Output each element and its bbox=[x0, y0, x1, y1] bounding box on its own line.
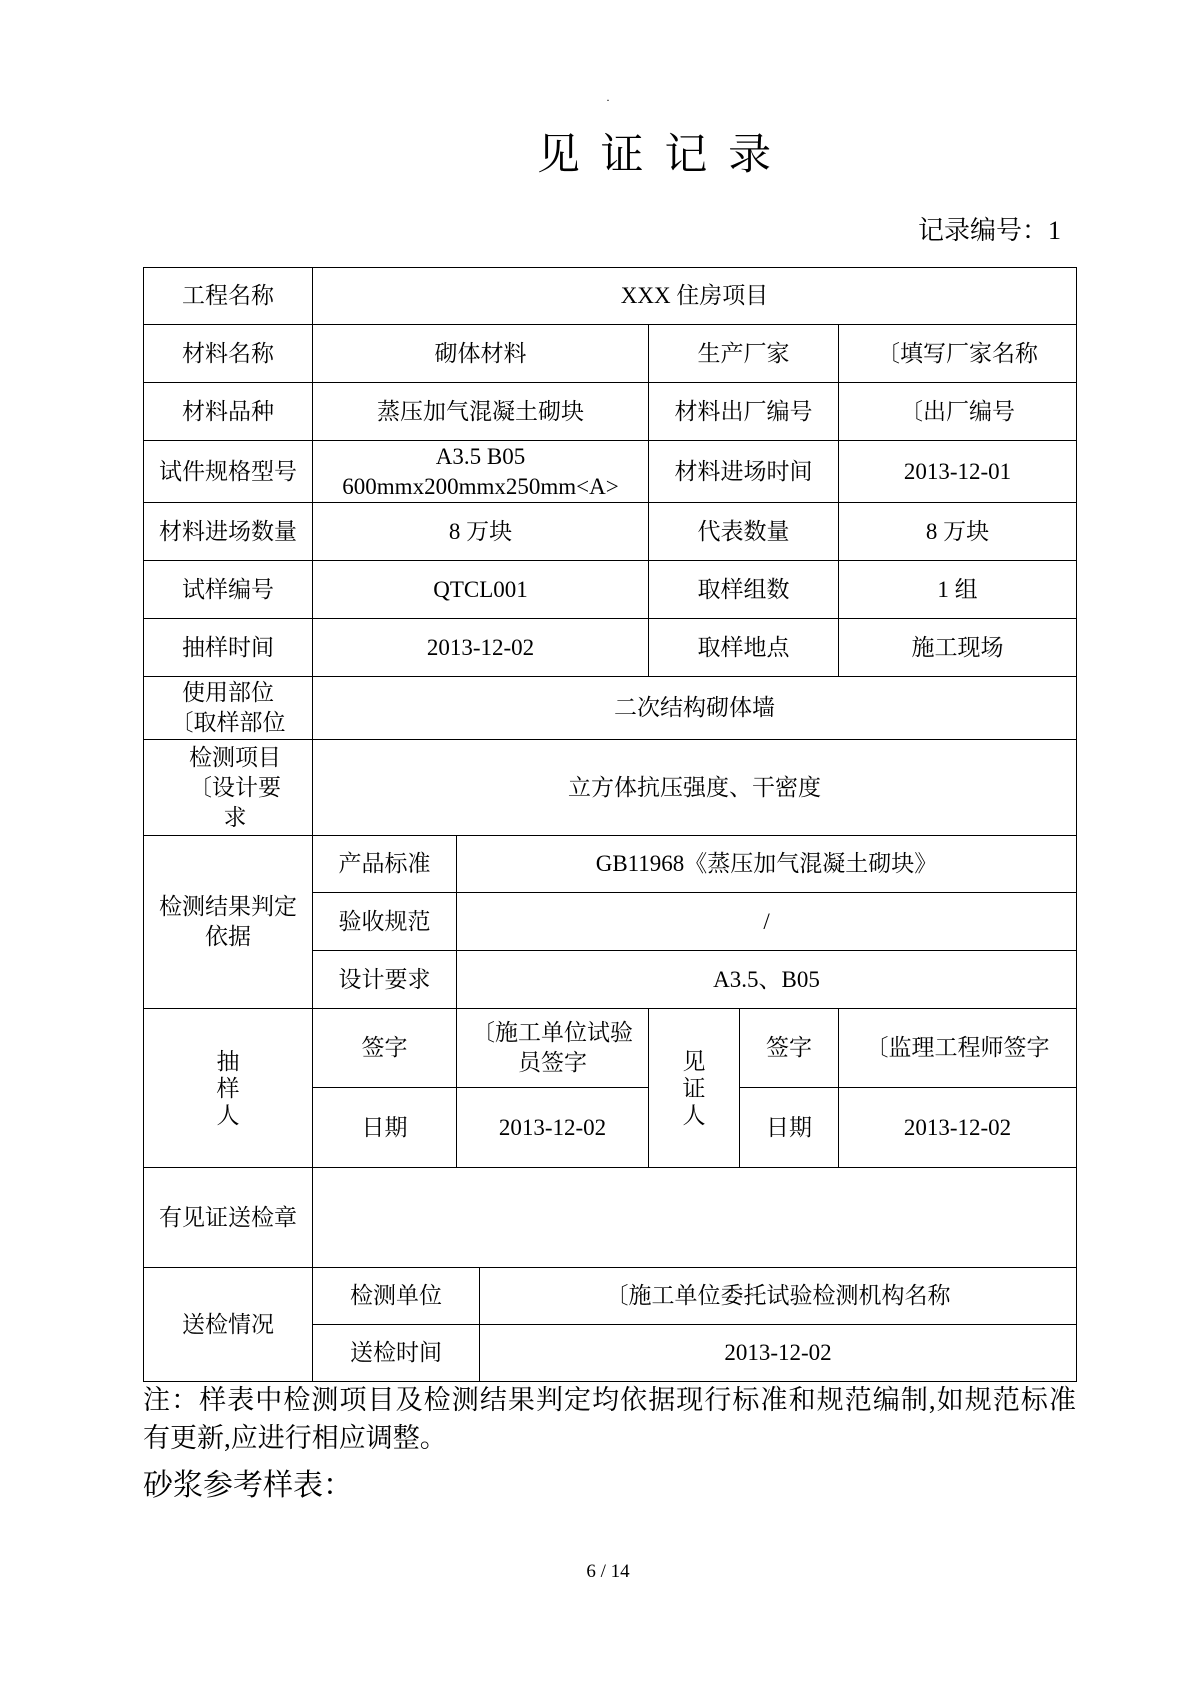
entry-quantity-value: 8 万块 bbox=[313, 503, 649, 561]
entry-time-value: 2013-12-01 bbox=[839, 441, 1077, 503]
page-title: 见 证 记 录 bbox=[536, 132, 772, 179]
project-name-value: XXX 住房项目 bbox=[313, 268, 1077, 325]
spec-model-label: 试件规格型号 bbox=[144, 441, 313, 503]
sampling-time-value: 2013-12-02 bbox=[313, 619, 649, 677]
sample-number-value: QTCL001 bbox=[313, 561, 649, 619]
test-items-label: 检测项目 〔设计要 求 bbox=[144, 740, 313, 836]
factory-number-label: 材料出厂编号 bbox=[649, 383, 839, 441]
design-requirement-value: A3.5、B05 bbox=[457, 951, 1077, 1009]
witness-seal-label: 有见证送检章 bbox=[144, 1168, 313, 1268]
sampler-date-label: 日期 bbox=[313, 1088, 457, 1168]
sampling-time-label: 抽样时间 bbox=[144, 619, 313, 677]
test-items-value: 立方体抗压强度、干密度 bbox=[313, 740, 1077, 836]
material-name-value: 砌体材料 bbox=[313, 325, 649, 383]
usage-location-value: 二次结构砌体墙 bbox=[313, 677, 1077, 740]
table-row bbox=[144, 268, 1077, 325]
spec-model-value: A3.5 B05 600mmx200mmx250mm<A> bbox=[313, 441, 649, 503]
sampler-date-value: 2013-12-02 bbox=[457, 1088, 649, 1168]
header-mark: . bbox=[606, 90, 610, 104]
submission-time-value: 2013-12-02 bbox=[480, 1325, 1077, 1382]
witness-sign-value: 〔监理工程师签字 bbox=[839, 1009, 1077, 1088]
usage-location-label: 使用部位 〔取样部位 bbox=[144, 677, 313, 740]
design-requirement-label: 设计要求 bbox=[313, 951, 457, 1009]
material-name-label: 材料名称 bbox=[144, 325, 313, 383]
witness-record-table bbox=[143, 267, 1077, 1382]
note-line: 有更新,应进行相应调整。 bbox=[143, 1423, 447, 1453]
table-row bbox=[144, 1268, 1077, 1325]
entry-quantity-label: 材料进场数量 bbox=[144, 503, 313, 561]
judgement-basis-label: 检测结果判定 依据 bbox=[144, 836, 313, 1009]
factory-number-value: 〔出厂编号 bbox=[839, 383, 1077, 441]
table-row bbox=[144, 740, 1077, 836]
table-row bbox=[144, 619, 1077, 677]
project-name-label: 工程名称 bbox=[144, 268, 313, 325]
table-row bbox=[144, 503, 1077, 561]
note-line: 注：样表中检测项目及检测结果判定均依据现行标准和规范编制,如规范标准 bbox=[143, 1385, 1076, 1415]
manufacturer-label: 生产厂家 bbox=[649, 325, 839, 383]
witness-label: 见 证 人 bbox=[649, 1009, 740, 1168]
submission-label: 送检情况 bbox=[144, 1268, 313, 1382]
witness-date-label: 日期 bbox=[740, 1088, 839, 1168]
table-row bbox=[144, 836, 1077, 893]
table-row bbox=[144, 1168, 1077, 1268]
representative-quantity-value: 8 万块 bbox=[839, 503, 1077, 561]
sampler-label: 抽 样 人 bbox=[144, 1009, 313, 1168]
sampling-location-label: 取样地点 bbox=[649, 619, 839, 677]
record-number bbox=[918, 214, 1061, 248]
table-row bbox=[144, 325, 1077, 383]
section-heading: 砂浆参考样表： bbox=[143, 1469, 353, 1502]
material-variety-label: 材料品种 bbox=[144, 383, 313, 441]
representative-quantity-label: 代表数量 bbox=[649, 503, 839, 561]
witness-date-value: 2013-12-02 bbox=[839, 1088, 1077, 1168]
acceptance-spec-label: 验收规范 bbox=[313, 893, 457, 951]
testing-unit-label: 检测单位 bbox=[313, 1268, 480, 1325]
record-number-value: 1 bbox=[1048, 216, 1061, 245]
sampler-sign-value: 〔施工单位试验 员签字 bbox=[457, 1009, 649, 1088]
table-row bbox=[144, 561, 1077, 619]
table-row bbox=[144, 383, 1077, 441]
sample-groups-label: 取样组数 bbox=[649, 561, 839, 619]
submission-time-label: 送检时间 bbox=[313, 1325, 480, 1382]
product-standard-value: GB11968《蒸压加气混凝土砌块》 bbox=[457, 836, 1077, 893]
note bbox=[143, 1381, 1076, 1457]
testing-unit-value: 〔施工单位委托试验检测机构名称 bbox=[480, 1268, 1077, 1325]
sampling-location-value: 施工现场 bbox=[839, 619, 1077, 677]
table-row bbox=[144, 1009, 1077, 1088]
witness-seal-area bbox=[313, 1168, 1077, 1268]
table-row bbox=[144, 441, 1077, 503]
acceptance-spec-value: / bbox=[457, 893, 1077, 951]
manufacturer-value: 〔填写厂家名称 bbox=[839, 325, 1077, 383]
sample-number-label: 试样编号 bbox=[144, 561, 313, 619]
page-number: 6 / 14 bbox=[586, 1561, 630, 1582]
material-variety-value: 蒸压加气混凝土砌块 bbox=[313, 383, 649, 441]
record-number-label: 记录编号： bbox=[917, 216, 1048, 245]
product-standard-label: 产品标准 bbox=[313, 836, 457, 893]
sample-groups-value: 1 组 bbox=[839, 561, 1077, 619]
table-row bbox=[144, 677, 1077, 740]
entry-time-label: 材料进场时间 bbox=[649, 441, 839, 503]
witness-sign-label: 签字 bbox=[740, 1009, 839, 1088]
sampler-sign-label: 签字 bbox=[313, 1009, 457, 1088]
